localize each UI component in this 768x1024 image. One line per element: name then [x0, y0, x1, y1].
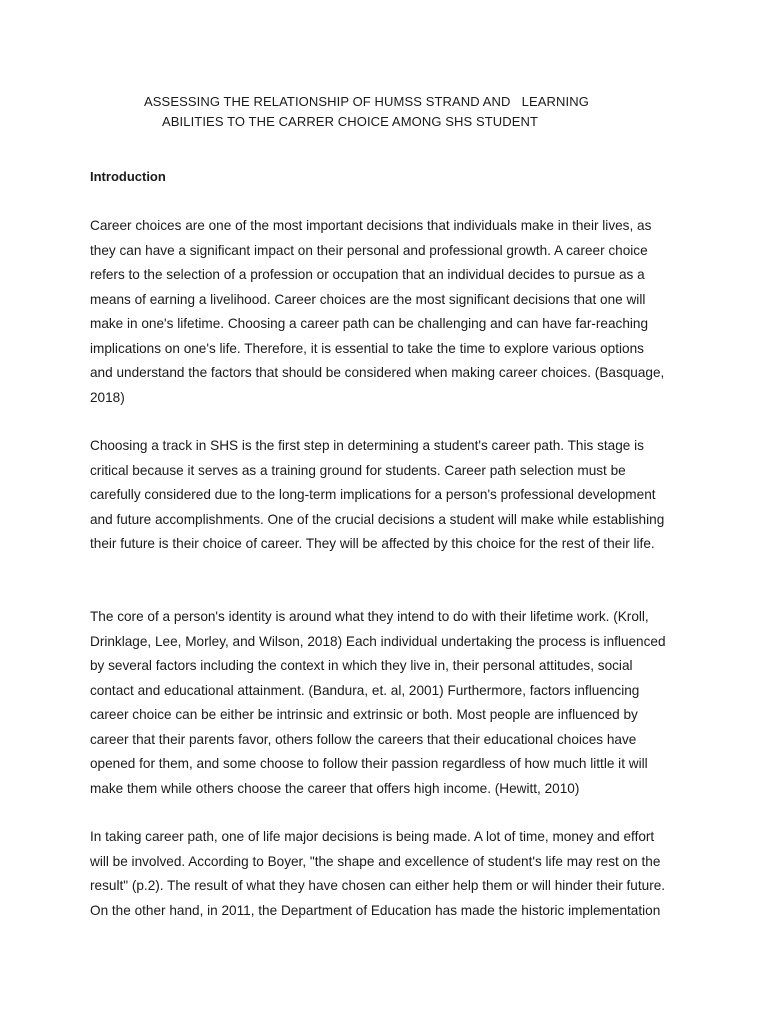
text-line: Career choices are one of the most important decisions that individuals make in their lives, as — [90, 218, 652, 233]
text-line: and understand the factors that should be considered when making career choices. (Basquage, — [90, 365, 665, 380]
title-line-2: ABILITIES TO THE CARRER CHOICE AMONG SHS STUDENT — [162, 114, 539, 129]
text-line: Choosing a track in SHS is the first step in determining a student's career path. This stage is — [90, 438, 644, 453]
text-line: will be involved. According to Boyer, "the shape and excellence of student's life may rest on the — [90, 853, 661, 869]
text-line: career choice can be either be intrinsic and extrinsic or both. Most people are influenced by — [90, 707, 638, 722]
text-line: implications on one's life. Therefore, it is essential to take the time to explore various options — [90, 340, 644, 356]
paragraph-2 — [90, 434, 690, 557]
text-line: 2018) — [90, 389, 125, 405]
text-line: Drinklage, Lee, Morley, and Wilson, 2018) Each individual undertaking the process is influenced — [90, 633, 666, 649]
text-line: result" (p.2). The result of what they have chosen can either help them or will hinder their future. — [90, 878, 666, 893]
text-line: means of earning a livelihood. Career choices are the most significant decisions that one will — [90, 291, 646, 307]
text-line: refers to the selection of a profession or occupation that an individual decides to pursue as a — [90, 267, 645, 282]
text-line: their future is their choice of career. They will be affected by this choice for the rest of their life. — [90, 536, 655, 551]
text-line: career that their parents favor, others follow the careers that their educational choices have — [90, 731, 637, 747]
text-line: make them while others choose the career that offers high income. (Hewitt, 2010) — [90, 780, 580, 796]
text-line: and future accomplishments. One of the crucial decisions a student will make while establishing — [90, 511, 665, 527]
text-line: The core of a person's identity is around what they intend to do with their lifetime work. (Kroll, — [90, 609, 649, 624]
text-line: they can have a significant impact on their personal and professional growth. A career choice — [90, 242, 648, 258]
text-line: critical because it serves as a training ground for students. Career path selection must be — [90, 462, 626, 478]
section-heading-introduction: Introduction — [90, 169, 166, 184]
text-line: carefully considered due to the long-term implications for a person's professional development — [90, 487, 656, 502]
paragraph-1 — [90, 214, 690, 410]
paragraph-4 — [90, 825, 690, 923]
text-line: opened for them, and some choose to follow their passion regardless of how much little it will — [90, 756, 648, 771]
paragraph-3 — [90, 605, 690, 801]
title-line-1: ASSESSING THE RELATIONSHIP OF HUMSS STRAND AND LEARNING — [144, 94, 589, 109]
text-line: contact and educational attainment. (Bandura, et. al, 2001) Furthermore, factors influencing — [90, 682, 640, 698]
text-line: On the other hand, in 2011, the Department of Education has made the historic implementation — [90, 902, 661, 918]
text-line: by several factors including the context in which they live in, their personal attitudes, social — [90, 658, 633, 673]
text-line: make in one's lifetime. Choosing a career path can be challenging and can have far-reaching — [90, 316, 649, 331]
text-line: In taking career path, one of life major decisions is being made. A lot of time, money and effort — [90, 829, 655, 844]
